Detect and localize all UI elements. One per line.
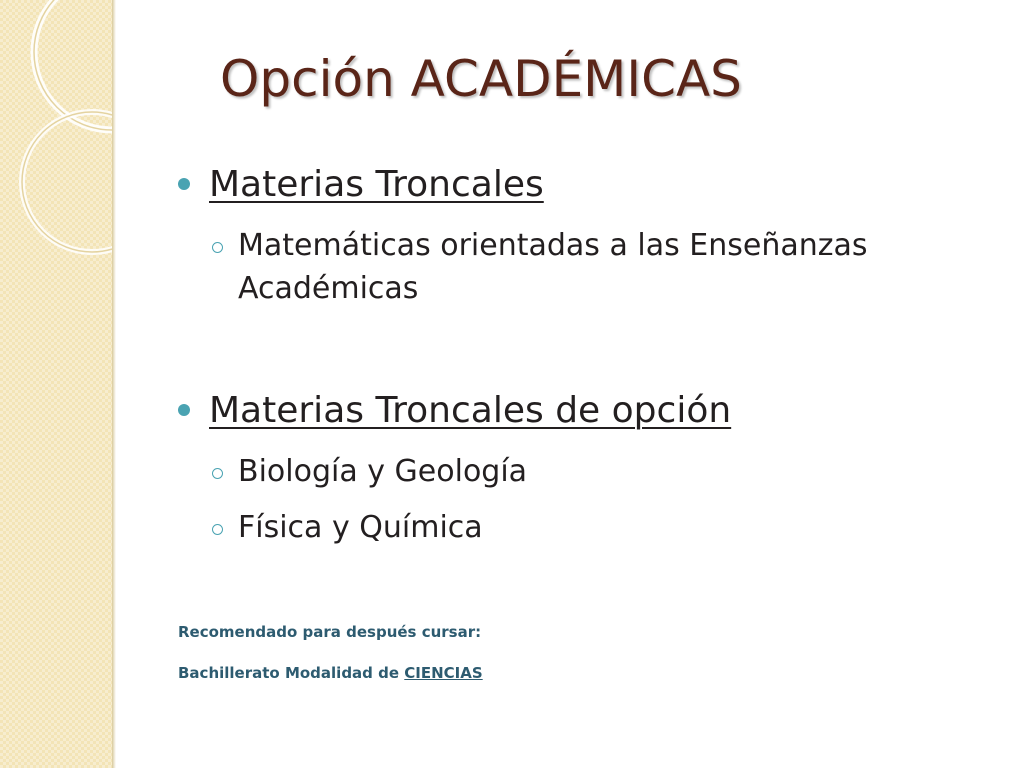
- list-item-label: Física y Química: [238, 510, 483, 545]
- recommendation-prefix: Bachillerato Modalidad de: [178, 664, 405, 682]
- bullet-dot-icon: [178, 404, 190, 416]
- section-heading-label: Materias Troncales de opción: [209, 390, 732, 431]
- list-item: [212, 225, 888, 310]
- list-item: [212, 451, 527, 494]
- bullet-ring-icon: [212, 242, 223, 253]
- list-item-label: Matemáticas orientadas a las Enseñanzas Académicas: [238, 228, 868, 306]
- ciencias-link[interactable]: CIENCIAS: [404, 664, 483, 682]
- list-item: [212, 507, 483, 550]
- sidebar-decoration: [0, 0, 112, 768]
- list-item-label: Biología y Geología: [238, 454, 528, 489]
- bullet-ring-icon: [212, 468, 223, 479]
- bullet-ring-icon: [212, 524, 223, 535]
- sidebar-edge: [112, 0, 116, 768]
- slide-title: Opción ACADÉMICAS: [220, 50, 742, 108]
- ring-decoration-icon: [0, 0, 112, 768]
- recommendation-note: Recomendado para después cursar:: [178, 623, 482, 641]
- recommendation-target: [178, 664, 483, 682]
- section-heading-troncales: [178, 164, 544, 205]
- bullet-dot-icon: [178, 178, 190, 190]
- section-heading-label: Materias Troncales: [209, 164, 544, 205]
- section-heading-troncales-opcion: [178, 390, 731, 431]
